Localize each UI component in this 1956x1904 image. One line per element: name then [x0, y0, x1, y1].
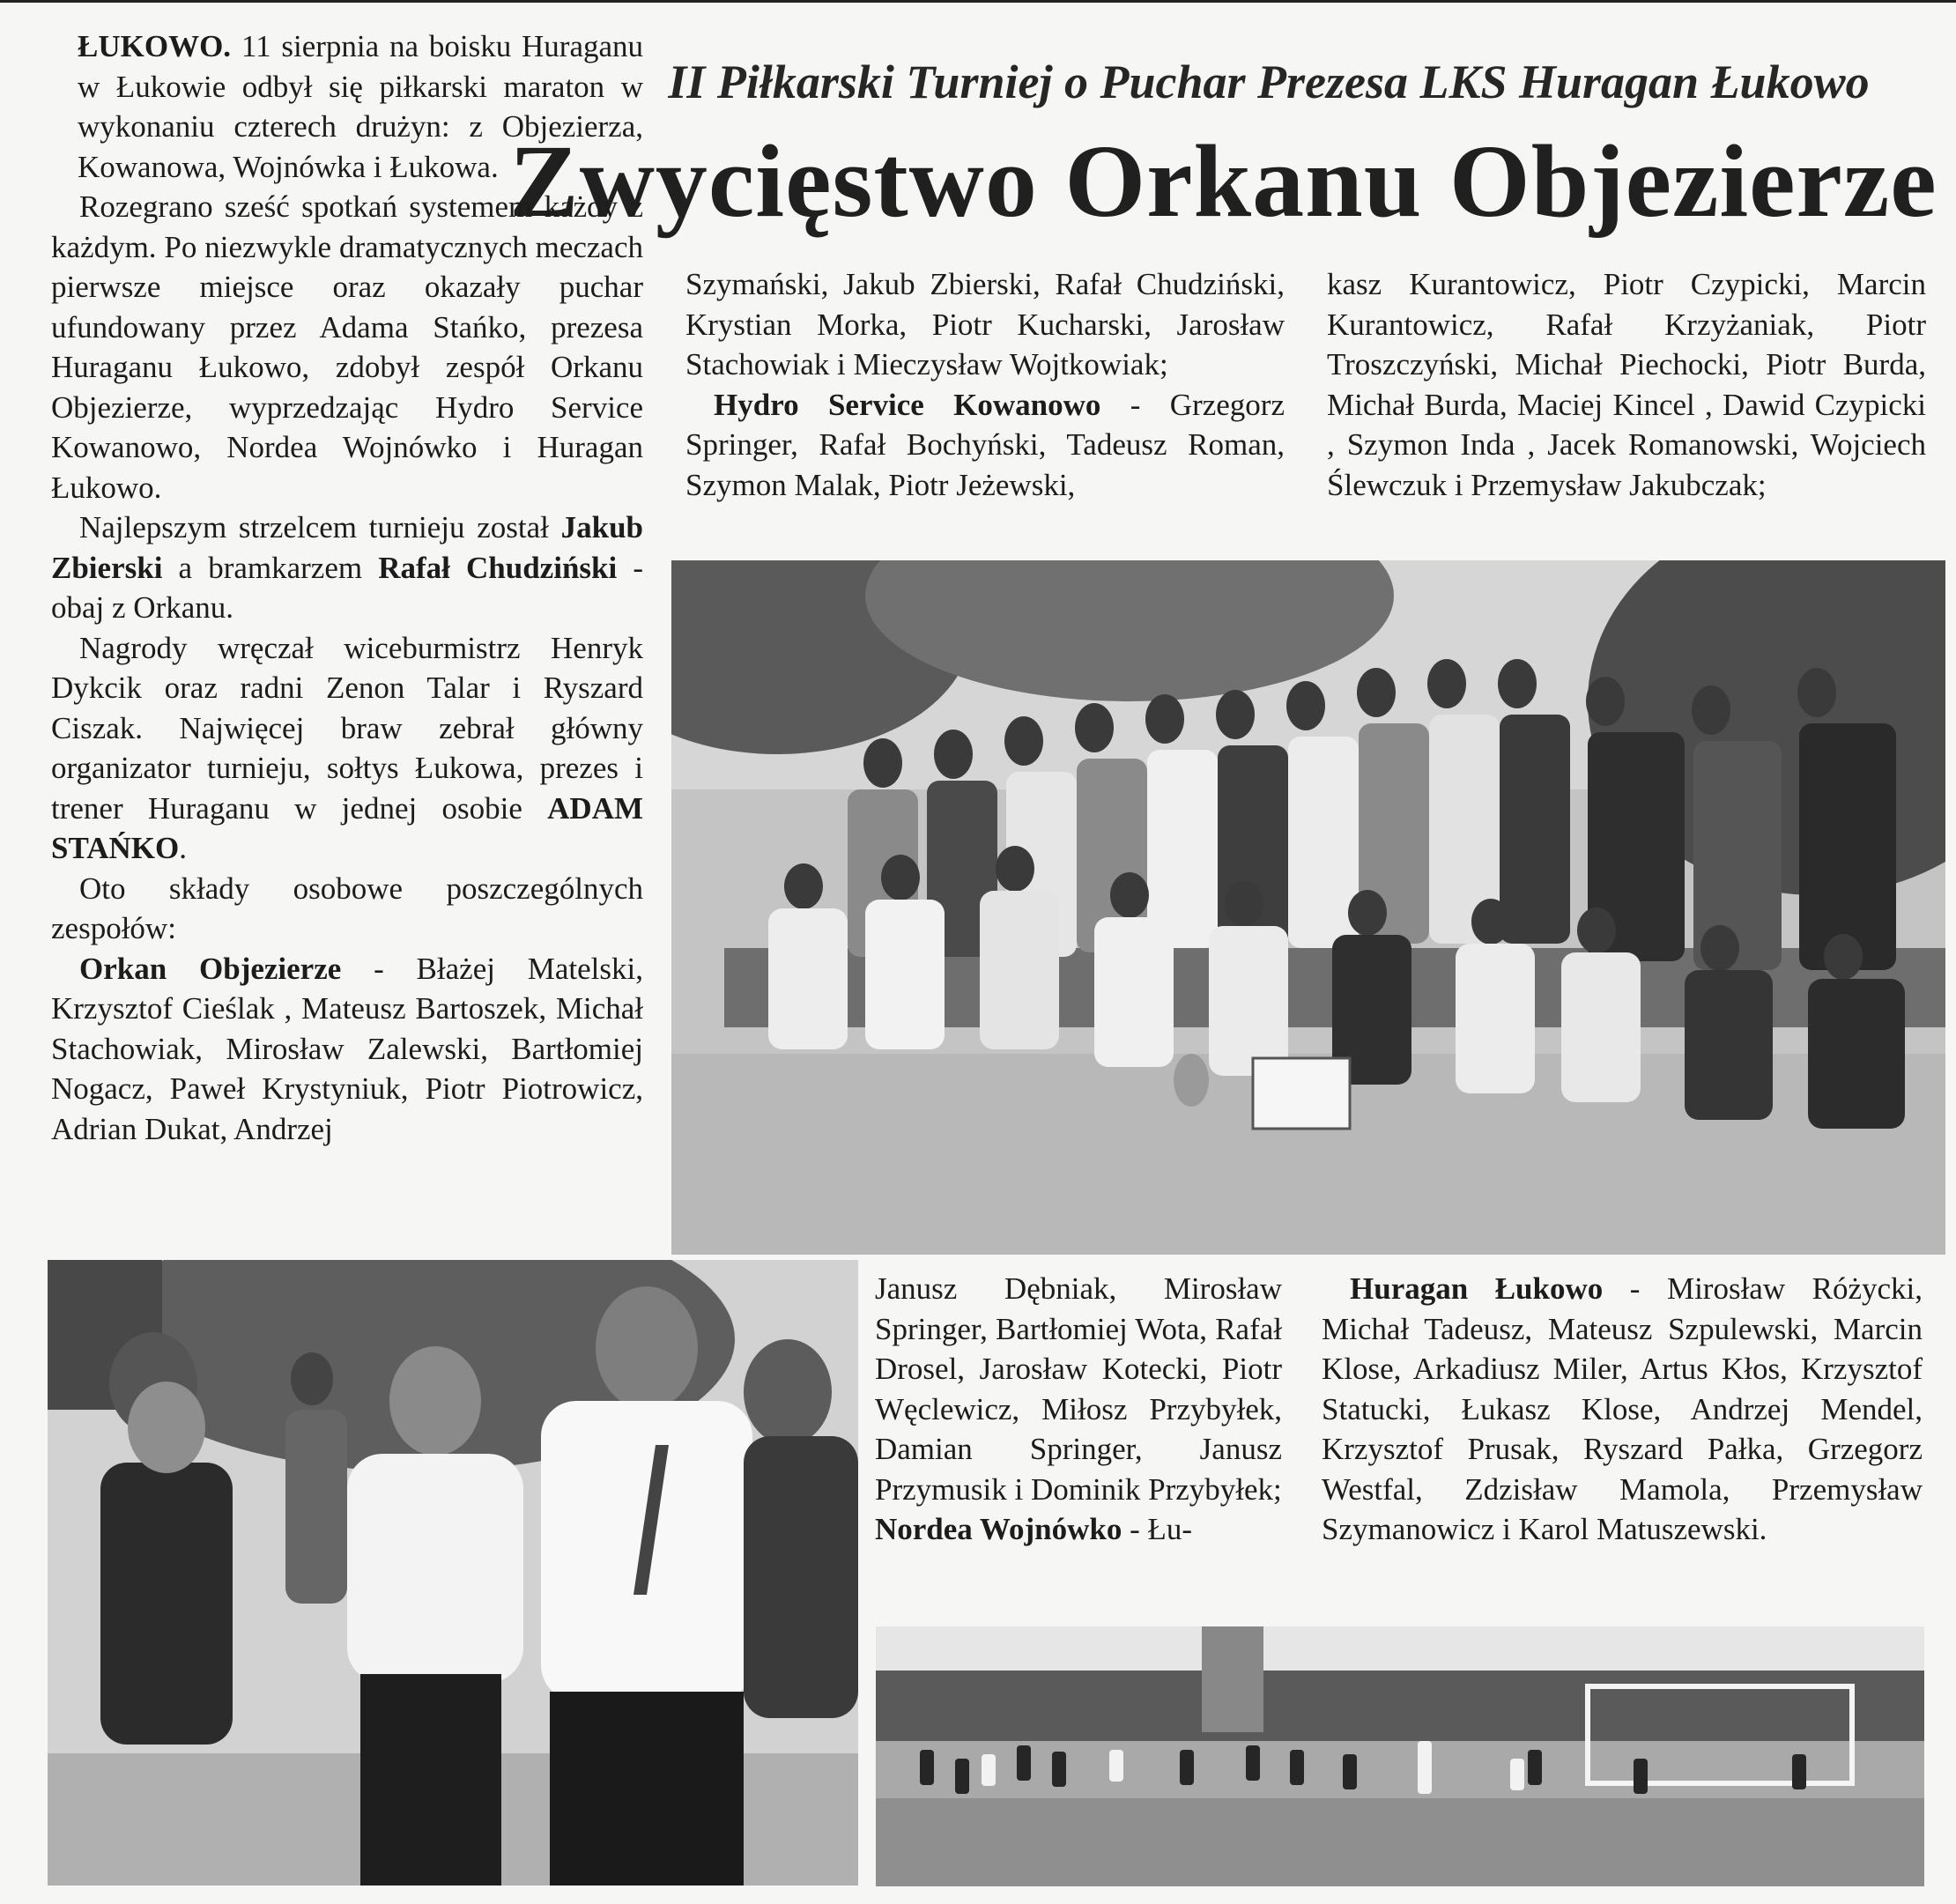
kicker-title: II Piłkarski Turniej o Puchar Prezesa LKS Huragan Łukowo	[668, 56, 1870, 108]
paragraph-5: Oto składy osobowe poszczególnych zespołów:	[51, 871, 643, 945]
article-column-2-lower	[875, 1269, 1282, 1550]
paragraph-3: Najlepszym strzelcem turnieju został Jakub Zbierski a bramkarzem Rafał Chudziński - obaj z Orkanu.	[51, 510, 644, 625]
team-nordea-continued: kasz Kurantowicz, Piotr Czypicki, Marcin Kurantowicz, Rafał Krzyżaniak, Piotr Troszczyński, Michał Piechocki, Piotr Burda, Michał Burda, Maciej Kincel , Dawid Czypicki , Szymon Inda , Jacek Romanowski, Wojciech Ślewczuk i Przemysław Jakubczak;	[1327, 267, 1926, 502]
team-huragan-name: Huragan Łukowo	[1350, 1271, 1604, 1306]
team-nordea: Nordea Wojnówko - Łu-	[875, 1512, 1193, 1546]
article-column-3	[1327, 264, 1926, 505]
team-nordea-name: Nordea Wojnówko	[875, 1512, 1122, 1546]
headline: Zwycięstwo Orkanu Objezierze	[509, 123, 1937, 239]
top-scorer: Jakub Zbierski	[51, 510, 644, 585]
dateline: ŁUKOWO.	[78, 29, 232, 63]
officials-photo	[48, 1260, 858, 1885]
team-orkan-name: Orkan Objezierze	[79, 951, 342, 986]
organizer-name: ADAM STAŃKO	[51, 790, 644, 865]
paragraph-4: Nagrody wręczał wiceburmistrz Henryk Dykcik oraz radni Zenon Talar i Ryszard Ciszak. Najwięcej braw zebrał główny organizator turnieju, sołtys Łukowa, prezes i trener Huraganu w jednej osobie ADAM STAŃKO.	[51, 630, 644, 865]
team-orkan-continued: Szymański, Jakub Zbierski, Rafał Chudziński, Krystian Morka, Piotr Kucharski, Jarosław Stachowiak i Mieczysław Wojtkowiak;	[685, 267, 1285, 382]
article-column-2	[685, 264, 1285, 505]
match-field-photo	[876, 1626, 1924, 1886]
team-group-photo	[671, 560, 1945, 1255]
article-column-3-lower	[1322, 1269, 1923, 1550]
team-huragan: Huragan Łukowo - Mirosław Różycki, Michał Tadeusz, Mateusz Szpulewski, Marcin Klose, Arkadiusz Miler, Artus Kłos, Krzysztof Statucki, Łukasz Klose, Andrzej Mendel, Krzysztof Prusak, Ryszard Pałka, Grzegorz Westfal, Zdzisław Mamola, Przemysław Szymanowicz i Karol Matuszewski.	[1322, 1271, 1923, 1546]
paragraph-2: Rozegrano sześć spotkań systemem każdy z każdym. Po niezwykle dramatycznych meczach pierwsze miejsce oraz okazały puchar ufundowany przez Adama Stańko, prezesa Huraganu Łukowo, zdobył zespół Orkanu Objezierze, wyprzedzając Hydro Service Kowanowo, Nordea Wojnówko i Huragan Łukowo.	[51, 189, 643, 505]
team-hydro-continued: Janusz Dębniak, Mirosław Springer, Bartłomiej Wota, Rafał Drosel, Jarosław Kotecki, Piotr Węclewicz, Miłosz Przybyłek, Damian Springer, Janusz Przymusik i Dominik Przybyłek;	[875, 1271, 1282, 1507]
team-hydro: Hydro Service Kowanowo - Grzegorz Springer, Rafał Bochyński, Tadeusz Roman, Szymon Malak, Piotr Jeżewski,	[685, 387, 1285, 502]
intro-text: 11 sierpnia na boisku Huraganu w Łukowie odbył się piłkarski maraton w wykonaniu czterech drużyn: z Objezierza, Kowanowa, Wojnówka i Łukowa.	[78, 29, 644, 184]
top-rule	[0, 0, 1956, 3]
team-orkan: Orkan Objezierze - Błażej Matelski, Krzysztof Cieślak , Mateusz Bartoszek, Michał Stachowiak, Mirosław Zalewski, Bartłomiej Nogacz, Paweł Krystyniuk, Piotr Piotrowicz, Adrian Dukat, Andrzej	[51, 951, 643, 1146]
article-column-1	[51, 26, 643, 1149]
team-hydro-name: Hydro Service Kowanowo	[714, 387, 1101, 422]
best-goalkeeper: Rafał Chudziński	[378, 550, 618, 585]
